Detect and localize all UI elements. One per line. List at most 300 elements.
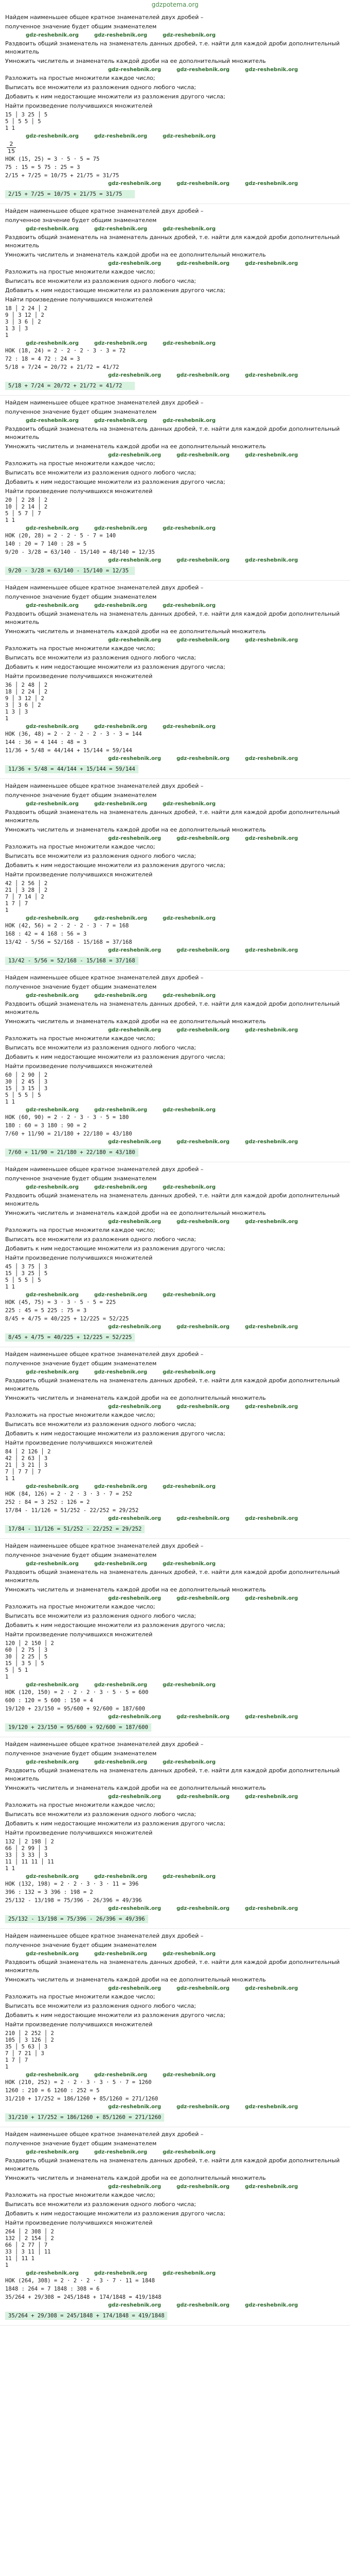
watermark-row xyxy=(5,261,345,266)
factor-line: 21 │ 3 21 │ 3 xyxy=(5,1462,48,1468)
factor-line: 132 │ 2 198 │ 2 xyxy=(5,1839,54,1845)
watermark-text: gdz-reshebnik.org xyxy=(108,2104,161,2110)
step-text: Найдем наименьшее общее кратное знаменателей двух дробей – xyxy=(5,783,204,789)
watermark-text: gdz-reshebnik.org xyxy=(244,1516,298,1521)
step-text: полученное значение будет общим знаменателем xyxy=(5,1175,157,1182)
watermark-text: gdz-reshebnik.org xyxy=(176,637,230,643)
factor-line: 5 │ 5 5 │ 5 xyxy=(5,1277,41,1283)
watermark-row xyxy=(5,1874,345,1879)
watermark-text: gdz-reshebnik.org xyxy=(94,341,147,346)
factor-line: 15 │ 3 5 │ 5 xyxy=(5,1660,44,1667)
watermark-row xyxy=(5,181,345,187)
factor-line: 20 │ 2 28 │ 2 xyxy=(5,497,48,503)
watermark-text: gdz-reshebnik.org xyxy=(26,2270,79,2276)
nok-line: НОК (18, 24) = 2 · 2 · 2 · 3 · 3 = 72 xyxy=(5,348,126,354)
step-text: Найти произведение получившихся множителей xyxy=(5,488,153,495)
watermark-text: gdz-reshebnik.org xyxy=(162,603,216,608)
watermark-text: gdz-reshebnik.org xyxy=(162,1369,216,1375)
watermark-text: gdz-reshebnik.org xyxy=(244,181,298,187)
factor-line: 15 │ 3 15 │ 3 xyxy=(5,1086,48,1092)
watermark-text: gdz-reshebnik.org xyxy=(26,526,79,531)
step-text: Найдем наименьшее общее кратное знаменателей двух дробей – xyxy=(5,1933,204,1939)
factorization-work xyxy=(5,1264,345,1291)
answer-highlight: 9/20 - 3/28 = 63/140 - 15/140 = 12/35 xyxy=(5,567,135,575)
watermark-text: gdz-reshebnik.org xyxy=(176,452,230,458)
answer-highlight: 19/120 + 23/150 = 95/600 + 92/600 = 187/600 xyxy=(5,1723,151,1732)
step-text: Раздвоить общий знаменатель на знаменатель данных дробей, т.е. найти для каждой дроби дополнительный множитель xyxy=(5,1377,340,1392)
step-text: Добавить к ним недостающие множители из разложения другого числа; xyxy=(5,862,225,869)
step-text: Разложить на простые множители каждое число; xyxy=(5,1227,155,1233)
watermark-text: gdz-reshebnik.org xyxy=(94,2072,147,2078)
watermark-text: gdz-reshebnik.org xyxy=(162,226,216,232)
watermark-text: gdz-reshebnik.org xyxy=(26,1951,79,1957)
watermark-text: gdz-reshebnik.org xyxy=(26,603,79,608)
watermark-text: gdz-reshebnik.org xyxy=(108,261,161,266)
watermark-text: gdz-reshebnik.org xyxy=(244,1219,298,1225)
step-text: Разложить на простые множители каждое число; xyxy=(5,1993,155,2000)
step-text: Найти произведение получившихся множителей xyxy=(5,1829,153,1836)
step-text: Найдем наименьшее общее кратное знаменателей двух дробей – xyxy=(5,1543,204,1549)
watermark-text: gdz-reshebnik.org xyxy=(108,372,161,378)
watermark-text: gdz-reshebnik.org xyxy=(108,1219,161,1225)
factor-line: 1 xyxy=(5,907,9,913)
result-line: 13/42 - 5/56 = 52/168 - 15/168 = 37/168 xyxy=(5,939,132,945)
step-text: Разложить на простые множители каждое число; xyxy=(5,1035,155,1042)
result-line: 17/84 - 11/126 = 51/252 - 22/252 = 29/252 xyxy=(5,1507,139,1514)
watermark-text: gdz-reshebnik.org xyxy=(108,836,161,841)
factor-line: 3 │ 3 6 │ 2 xyxy=(5,319,41,325)
watermark-text: gdz-reshebnik.org xyxy=(94,916,147,921)
watermark-text: gdz-reshebnik.org xyxy=(108,452,161,458)
watermark-row xyxy=(5,2270,345,2276)
watermark-text: gdz-reshebnik.org xyxy=(244,372,298,378)
step-text: Умножить числитель и знаменатель каждой дроби на ее дополнительный множитель xyxy=(5,1395,266,1401)
watermark-text: gdz-reshebnik.org xyxy=(26,2072,79,2078)
result-line: 35/264 + 29/308 = 245/1848 + 174/1848 = 419/1848 xyxy=(5,2294,162,2300)
step-text: Умножить числитель и знаменатель каждой дроби на ее дополнительный множитель xyxy=(5,826,266,833)
watermark-row xyxy=(5,836,345,841)
factor-line: 1 1 xyxy=(5,1284,15,1290)
mult-line: 75 : 15 = 5 75 : 25 = 3 xyxy=(5,164,80,171)
watermark-row xyxy=(5,637,345,643)
watermark-text: gdz-reshebnik.org xyxy=(162,1561,216,1567)
mult-line: 180 : 60 = 3 180 : 90 = 2 xyxy=(5,1123,87,1129)
watermark-text: gdz-reshebnik.org xyxy=(176,947,230,953)
answer-highlight: 11/36 + 5/48 = 44/144 + 15/144 = 59/144 xyxy=(5,765,138,773)
mult-line: 225 : 45 = 5 225 : 75 = 3 xyxy=(5,1308,87,1314)
watermark-text: gdz-reshebnik.org xyxy=(108,1139,161,1145)
watermark-text: gdz-reshebnik.org xyxy=(162,2270,216,2276)
factor-line: 1 xyxy=(5,1674,9,1680)
watermark-text: gdz-reshebnik.org xyxy=(176,2104,230,2110)
mult-line: 600 : 120 = 5 600 : 150 = 4 xyxy=(5,1698,93,1704)
watermark-text: gdz-reshebnik.org xyxy=(244,1794,298,1800)
watermark-row xyxy=(5,1139,345,1145)
step-text: Разложить на простые множители каждое число; xyxy=(5,645,155,652)
watermark-text: gdz-reshebnik.org xyxy=(26,341,79,346)
step-text: Выписать все множители из разложения одного любого числа; xyxy=(5,1236,196,1243)
step-text: Добавить к ним недостающие множители из разложения другого числа; xyxy=(5,1430,225,1437)
step-text: Разложить на простые множители каждое число; xyxy=(5,2192,155,2198)
step-text: Раздвоить общий знаменатель на знаменатель данных дробей, т.е. найти для каждой дроби дополнительный множитель xyxy=(5,1569,340,1584)
step-text: Найти произведение получившихся множителей xyxy=(5,2219,153,2226)
nok-line: НОК (264, 308) = 2 · 2 · 2 · 3 · 7 · 11 = 1848 xyxy=(5,2278,155,2284)
watermark-text: gdz-reshebnik.org xyxy=(162,1759,216,1765)
nok-line: НОК (36, 48) = 2 · 2 · 2 · 2 · 3 · 3 = 144 xyxy=(5,731,142,737)
watermark-text: gdz-reshebnik.org xyxy=(176,1714,230,1720)
step-text: полученное значение будет общим знаменателем xyxy=(5,1942,157,1948)
step-text: Найти произведение получившихся множителей xyxy=(5,103,153,109)
step-text: Найдем наименьшее общее кратное знаменателей двух дробей – xyxy=(5,1166,204,1173)
watermark-text: gdz-reshebnik.org xyxy=(94,1874,147,1879)
step-text: Найдем наименьшее общее кратное знаменателей двух дробей – xyxy=(5,1351,204,1358)
watermark-text: gdz-reshebnik.org xyxy=(162,526,216,531)
result-line: 31/210 + 17/252 = 186/1260 + 85/1260 = 271/1260 xyxy=(5,2096,159,2102)
factor-line: 60 │ 2 75 │ 3 xyxy=(5,1647,48,1653)
watermark-text: gdz-reshebnik.org xyxy=(244,557,298,563)
watermark-row xyxy=(5,2184,345,2190)
factor-line: 5 │ 5 7 │ 7 xyxy=(5,511,41,517)
watermark-text: gdz-reshebnik.org xyxy=(162,2149,216,2155)
step-text: Добавить к ним недостающие множители из разложения другого числа; xyxy=(5,2210,225,2217)
watermark-text: gdz-reshebnik.org xyxy=(26,418,79,423)
watermark-text: gdz-reshebnik.org xyxy=(176,1596,230,1601)
watermark-text: gdz-reshebnik.org xyxy=(162,32,216,38)
step-text: Найти произведение получившихся множителей xyxy=(5,1439,153,1446)
step-text: полученное значение будет общим знаменателем xyxy=(5,23,157,30)
solution-block xyxy=(0,971,350,1162)
step-text: Выписать все множители из разложения одного любого числа; xyxy=(5,278,196,284)
watermark-text: gdz-reshebnik.org xyxy=(26,226,79,232)
watermark-text: gdz-reshebnik.org xyxy=(26,993,79,998)
step-text: Найти произведение получившихся множителей xyxy=(5,673,153,680)
factor-line: 42 │ 2 56 │ 2 xyxy=(5,880,48,887)
step-text: Добавить к ним недостающие множители из разложения другого числа; xyxy=(5,1622,225,1629)
nok-line: НОК (42, 56) = 2 · 2 · 2 · 3 · 7 = 168 xyxy=(5,923,129,929)
factor-line: 105 │ 3 126 │ 2 xyxy=(5,2037,54,2043)
mult-line: 252 : 84 = 3 252 : 126 = 2 xyxy=(5,1499,90,1505)
watermark-row xyxy=(5,1951,345,1957)
solution-block xyxy=(0,779,350,971)
watermark-text: gdz-reshebnik.org xyxy=(176,1219,230,1225)
watermark-row xyxy=(5,756,345,761)
step-text: Выписать все множители из разложения одного любого числа; xyxy=(5,654,196,661)
factor-line: 15 │ 3 25 │ 5 xyxy=(5,1270,48,1277)
factorization-work xyxy=(5,112,345,132)
factor-line: 11 │ 11 11 │ 11 xyxy=(5,1859,54,1865)
watermark-text: gdz-reshebnik.org xyxy=(176,1794,230,1800)
watermark-text: gdz-reshebnik.org xyxy=(244,947,298,953)
solutions-container xyxy=(0,10,350,2326)
factor-line: 11 │ 11 1 xyxy=(5,2256,34,2262)
factor-line: 1 1 xyxy=(5,1476,15,1482)
watermark-text: gdz-reshebnik.org xyxy=(162,724,216,730)
watermark-text: gdz-reshebnik.org xyxy=(26,1484,79,1489)
solution-block xyxy=(0,581,350,779)
watermark-text: gdz-reshebnik.org xyxy=(162,2072,216,2078)
watermark-text: gdz-reshebnik.org xyxy=(176,1027,230,1033)
watermark-row xyxy=(5,557,345,563)
watermark-text: gdz-reshebnik.org xyxy=(108,637,161,643)
watermark-text: gdz-reshebnik.org xyxy=(176,1404,230,1410)
watermark-row xyxy=(5,2302,345,2308)
solution-block xyxy=(0,10,350,204)
step-text: Умножить числитель и знаменатель каждой дроби на ее дополнительный множитель xyxy=(5,58,266,64)
solution-block xyxy=(0,2127,350,2326)
step-text: Найдем наименьшее общее кратное знаменателей двух дробей – xyxy=(5,1741,204,1748)
watermark-text: gdz-reshebnik.org xyxy=(108,1794,161,1800)
watermark-row xyxy=(5,1759,345,1765)
watermark-text: gdz-reshebnik.org xyxy=(108,1714,161,1720)
watermark-text: gdz-reshebnik.org xyxy=(244,1986,298,1991)
nok-line: НОК (84, 126) = 2 · 2 · 3 · 3 · 7 = 252 xyxy=(5,1491,132,1497)
watermark-text: gdz-reshebnik.org xyxy=(162,993,216,998)
step-text: Найдем наименьшее общее кратное знаменателей двух дробей – xyxy=(5,208,204,214)
step-text: Выписать все множители из разложения одного любого числа; xyxy=(5,2003,196,2009)
mult-line: 144 : 36 = 4 144 : 48 = 3 xyxy=(5,739,87,745)
mult-line: 1260 : 210 = 6 1260 : 252 = 5 xyxy=(5,2088,100,2094)
watermark-row xyxy=(5,724,345,730)
watermark-text: gdz-reshebnik.org xyxy=(162,916,216,921)
step-text: Раздвоить общий знаменатель на знаменатель данных дробей, т.е. найти для каждой дроби дополнительный множитель xyxy=(5,234,340,249)
step-text: Найдем наименьшее общее кратное знаменателей двух дробей – xyxy=(5,974,204,981)
answer-highlight: 7/60 + 11/90 = 21/180 + 22/180 = 43/180 xyxy=(5,1148,138,1157)
step-text: Раздвоить общий знаменатель на знаменатель данных дробей, т.е. найти для каждой дроби дополнительный множитель xyxy=(5,1767,340,1782)
step-text: Умножить числитель и знаменатель каждой дроби на ее дополнительный множитель xyxy=(5,1785,266,1791)
step-text: Выписать все множители из разложения одного любого числа; xyxy=(5,853,196,859)
step-text: Раздвоить общий знаменатель на знаменатель данных дробей, т.е. найти для каждой дроби дополнительный множитель xyxy=(5,1001,340,1015)
watermark-row xyxy=(5,947,345,953)
watermark-text: gdz-reshebnik.org xyxy=(108,1516,161,1521)
step-text: Разложить на простые множители каждое число; xyxy=(5,75,155,81)
step-text: Умножить числитель и знаменатель каждой дроби на ее дополнительный множитель xyxy=(5,1210,266,1216)
watermark-text: gdz-reshebnik.org xyxy=(108,557,161,563)
step-text: полученное значение будет общим знаменателем xyxy=(5,2140,157,2147)
mult-line: 72 : 18 = 4 72 : 24 = 3 xyxy=(5,356,80,362)
step-text: Выписать все множители из разложения одного любого числа; xyxy=(5,2201,196,2208)
watermark-row xyxy=(5,372,345,378)
step-text: Разложить на простые множители каждое число; xyxy=(5,268,155,275)
step-text: полученное значение будет общим знаменателем xyxy=(5,1552,157,1558)
solution-block xyxy=(0,1929,350,2127)
answer-highlight: 31/210 + 17/252 = 186/1260 + 85/1260 = 271/1260 xyxy=(5,2113,164,2122)
watermark-row xyxy=(5,1986,345,1991)
step-text: полученное значение будет общим знаменателем xyxy=(5,792,157,799)
watermark-text: gdz-reshebnik.org xyxy=(94,1184,147,1190)
watermark-text: gdz-reshebnik.org xyxy=(244,1596,298,1601)
answer-highlight: 13/42 - 5/56 = 52/168 - 15/168 = 37/168 xyxy=(5,957,138,965)
step-text: Найдем наименьшее общее кратное знаменателей двух дробей – xyxy=(5,584,204,591)
factorization-work xyxy=(5,497,345,524)
step-text: Найдем наименьшее общее кратное знаменателей двух дробей – xyxy=(5,14,204,21)
watermark-text: gdz-reshebnik.org xyxy=(108,1324,161,1330)
answer-highlight: 2/15 + 7/25 = 10/75 + 21/75 = 31/75 xyxy=(5,190,135,198)
factor-line: 5 │ 5 1 xyxy=(5,1667,28,1673)
watermark-text: gdz-reshebnik.org xyxy=(244,1714,298,1720)
watermark-text: gdz-reshebnik.org xyxy=(94,1369,147,1375)
solution-block xyxy=(0,1347,350,1539)
watermark-text: gdz-reshebnik.org xyxy=(162,1874,216,1879)
answer-highlight: 5/18 + 7/24 = 20/72 + 21/72 = 41/72 xyxy=(5,382,135,390)
factorization-work xyxy=(5,2229,345,2269)
nok-line: НОК (210, 252) = 2 · 2 · 3 · 3 · 5 · 7 = 1260 xyxy=(5,2079,152,2086)
nok-line: НОК (20, 28) = 2 · 2 · 5 · 7 = 140 xyxy=(5,533,116,539)
result-line: 8/45 + 4/75 = 40/225 + 12/225 = 52/225 xyxy=(5,1316,129,1322)
watermark-text: gdz-reshebnik.org xyxy=(26,32,79,38)
watermark-row xyxy=(5,1516,345,1521)
watermark-row xyxy=(5,341,345,346)
step-text: Раздвоить общий знаменатель на знаменатель данных дробей, т.е. найти для каждой дроби дополнительный множитель xyxy=(5,1959,340,1974)
watermark-text: gdz-reshebnik.org xyxy=(94,1107,147,1113)
watermark-text: gdz-reshebnik.org xyxy=(94,1292,147,1298)
factor-line: 1 1 xyxy=(5,125,15,131)
watermark-text: gdz-reshebnik.org xyxy=(26,133,79,139)
watermark-text: gdz-reshebnik.org xyxy=(94,2149,147,2155)
watermark-text: gdz-reshebnik.org xyxy=(244,756,298,761)
step-text: Добавить к ним недостающие множители из разложения другого числа; xyxy=(5,664,225,670)
factor-line: 7 │ 7 7 │ 7 xyxy=(5,1469,41,1475)
step-text: Добавить к ним недостающие множители из разложения другого числа; xyxy=(5,2012,225,2019)
watermark-text: gdz-reshebnik.org xyxy=(176,1324,230,1330)
solution-block xyxy=(0,204,350,396)
watermark-row xyxy=(5,226,345,232)
watermark-text: gdz-reshebnik.org xyxy=(94,1484,147,1489)
watermark-text: gdz-reshebnik.org xyxy=(94,226,147,232)
step-text: Выписать все множители из разложения одного любого числа; xyxy=(5,1044,196,1051)
step-text: полученное значение будет общим знаменателем xyxy=(5,984,157,990)
step-text: Раздвоить общий знаменатель на знаменатель данных дробей, т.е. найти для каждой дроби дополнительный множитель xyxy=(5,1192,340,1207)
step-text: полученное значение будет общим знаменателем xyxy=(5,594,157,600)
nok-line: НОК (45, 75) = 3 · 3 · 5 · 5 = 225 xyxy=(5,1299,116,1306)
watermark-text: gdz-reshebnik.org xyxy=(108,1404,161,1410)
factor-line: 1 1 xyxy=(5,517,15,523)
watermark-text: gdz-reshebnik.org xyxy=(26,724,79,730)
step-text: Выписать все множители из разложения одного любого числа; xyxy=(5,469,196,476)
result-line: 25/132 - 13/198 = 75/396 - 26/396 = 49/396 xyxy=(5,1897,142,1904)
watermark-text: gdz-reshebnik.org xyxy=(94,1759,147,1765)
step-text: Добавить к ним недостающие множители из разложения другого числа; xyxy=(5,287,225,294)
factor-line: 18 │ 2 24 │ 2 xyxy=(5,306,48,312)
result-line: 9/20 - 3/28 = 63/140 - 15/140 = 48/140 = 12/35 xyxy=(5,549,155,555)
factor-line: 1 3 │ 3 xyxy=(5,326,28,332)
factorization-work xyxy=(5,1449,345,1482)
answer-highlight: 17/84 - 11/126 = 51/252 - 22/252 = 29/252 xyxy=(5,1525,145,1533)
watermark-row xyxy=(5,1906,345,1911)
watermark-text: gdz-reshebnik.org xyxy=(176,181,230,187)
step-text: Умножить числитель и знаменатель каждой дроби на ее дополнительный множитель xyxy=(5,251,266,258)
watermark-text: gdz-reshebnik.org xyxy=(176,1906,230,1911)
watermark-text: gdz-reshebnik.org xyxy=(26,1184,79,1190)
watermark-text: gdz-reshebnik.org xyxy=(108,947,161,953)
nok-line: НОК (60, 90) = 2 · 2 · 3 · 3 · 5 = 180 xyxy=(5,1114,129,1121)
mult-line: 396 : 132 = 3 396 : 198 = 2 xyxy=(5,1889,93,1895)
watermark-text: gdz-reshebnik.org xyxy=(108,1906,161,1911)
watermark-row xyxy=(5,1484,345,1489)
watermark-row xyxy=(5,2072,345,2078)
watermark-row xyxy=(5,1107,345,1113)
factor-line: 1 xyxy=(5,2064,9,2070)
watermark-text: gdz-reshebnik.org xyxy=(26,1874,79,1879)
watermark-row xyxy=(5,801,345,807)
watermark-text: gdz-reshebnik.org xyxy=(94,993,147,998)
factorization-work xyxy=(5,682,345,722)
watermark-row xyxy=(5,2104,345,2110)
watermark-text: gdz-reshebnik.org xyxy=(108,1027,161,1033)
watermark-text: gdz-reshebnik.org xyxy=(176,1516,230,1521)
watermark-text: gdz-reshebnik.org xyxy=(94,1951,147,1957)
step-text: Найти произведение получившихся множителей xyxy=(5,2021,153,2028)
factor-line: 35 │ 5 63 │ 3 xyxy=(5,2044,48,2050)
watermark-row xyxy=(5,1561,345,1567)
factor-line: 36 │ 2 48 │ 2 xyxy=(5,682,48,688)
watermark-text: gdz-reshebnik.org xyxy=(176,67,230,73)
step-text: Добавить к ним недостающие множители из разложения другого числа; xyxy=(5,1054,225,1060)
step-text: Найти произведение получившихся множителей xyxy=(5,296,153,303)
step-text: Умножить числитель и знаменатель каждой дроби на ее дополнительный множитель xyxy=(5,2175,266,2181)
step-text: полученное значение будет общим знаменателем xyxy=(5,217,157,224)
site-title[interactable]: gdzpotema.org xyxy=(151,1,199,8)
watermark-text: gdz-reshebnik.org xyxy=(244,67,298,73)
factor-line: 42 │ 2 63 │ 3 xyxy=(5,1455,48,1462)
watermark-text: gdz-reshebnik.org xyxy=(162,1951,216,1957)
watermark-text: gdz-reshebnik.org xyxy=(94,1682,147,1688)
watermark-row xyxy=(5,1292,345,1298)
watermark-text: gdz-reshebnik.org xyxy=(26,1759,79,1765)
factorization-work xyxy=(5,1072,345,1106)
mult-line: 1848 : 264 = 7 1848 : 308 = 6 xyxy=(5,2286,100,2292)
step-text: Добавить к ним недостающие множители из разложения другого числа; xyxy=(5,479,225,485)
step-text: Разложить на простые множители каждое число; xyxy=(5,1412,155,1418)
watermark-text: gdz-reshebnik.org xyxy=(244,2302,298,2308)
factor-line: 1 xyxy=(5,332,9,338)
factor-line: 1 1 xyxy=(5,1099,15,1105)
watermark-text: gdz-reshebnik.org xyxy=(94,32,147,38)
watermark-text: gdz-reshebnik.org xyxy=(94,1561,147,1567)
watermark-text: gdz-reshebnik.org xyxy=(94,801,147,807)
step-text: Выписать все множители из разложения одного любого числа; xyxy=(5,84,196,91)
watermark-row xyxy=(5,133,345,139)
watermark-row xyxy=(5,418,345,423)
factor-line: 66 │ 2 99 │ 3 xyxy=(5,1845,48,1852)
step-text: Найдем наименьшее общее кратное знаменателей двух дробей – xyxy=(5,399,204,406)
step-text: Выписать все множители из разложения одного любого числа; xyxy=(5,1613,196,1619)
nok-line: НОК (132, 198) = 2 · 2 · 3 · 3 · 11 = 396 xyxy=(5,1881,139,1887)
watermark-row xyxy=(5,1682,345,1688)
factor-line: 3 │ 3 6 │ 2 xyxy=(5,702,41,708)
solution-block xyxy=(0,1539,350,1737)
factor-line: 120 │ 2 150 │ 2 xyxy=(5,1640,54,1647)
factor-line: 9 │ 3 12 │ 2 xyxy=(5,696,44,702)
watermark-text: gdz-reshebnik.org xyxy=(176,2302,230,2308)
watermark-text: gdz-reshebnik.org xyxy=(244,261,298,266)
watermark-row xyxy=(5,1369,345,1375)
watermark-text: gdz-reshebnik.org xyxy=(26,2149,79,2155)
watermark-text: gdz-reshebnik.org xyxy=(176,557,230,563)
watermark-text: gdz-reshebnik.org xyxy=(176,2184,230,2190)
step-text: Умножить числитель и знаменатель каждой дроби на ее дополнительный множитель xyxy=(5,1976,266,1983)
step-text: Добавить к ним недостающие множители из разложения другого числа; xyxy=(5,1245,225,1252)
watermark-row xyxy=(5,1324,345,1330)
factor-line: 1 1 xyxy=(5,1866,15,1872)
solution-block xyxy=(0,1162,350,1347)
result-line: 7/60 + 11/90 = 21/180 + 22/180 = 43/180 xyxy=(5,1131,132,1137)
factor-line: 60 │ 2 90 │ 2 xyxy=(5,1072,48,1078)
watermark-text: gdz-reshebnik.org xyxy=(108,2184,161,2190)
watermark-text: gdz-reshebnik.org xyxy=(162,801,216,807)
watermark-text: gdz-reshebnik.org xyxy=(176,756,230,761)
watermark-text: gdz-reshebnik.org xyxy=(108,181,161,187)
watermark-text: gdz-reshebnik.org xyxy=(162,133,216,139)
